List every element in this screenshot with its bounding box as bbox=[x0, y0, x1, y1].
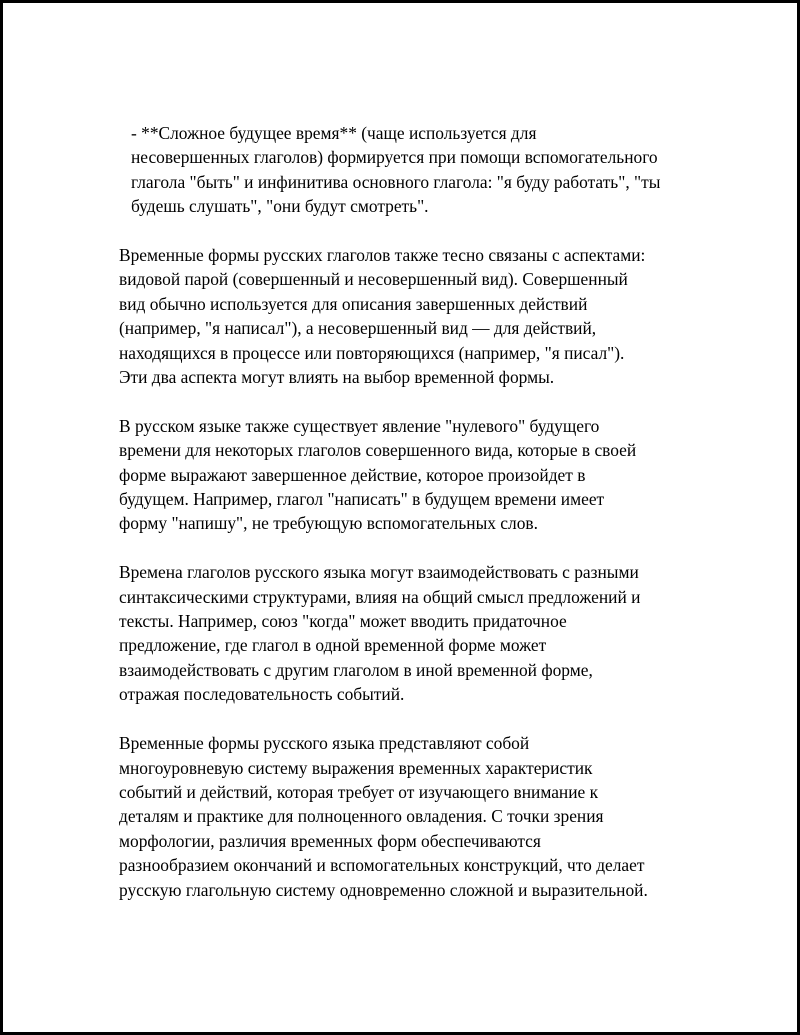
text-line: событий и действий, которая требует от изучающего внимание к bbox=[119, 781, 599, 802]
text-line: предложение, где глагол в одной временной форме может bbox=[119, 635, 547, 656]
text-line: морфологии, различия временных форм обеспечиваются bbox=[119, 830, 541, 851]
text-line: синтаксическими структурами, влияя на общий смысл предложений и bbox=[119, 586, 641, 607]
text-line: деталям и практике для полноценного овладения. С точки зрения bbox=[119, 806, 604, 827]
text-line: - **Сложное будущее время** (чаще используется для bbox=[131, 123, 537, 143]
text-line: Временные формы русских глаголов также тесно связаны с аспектами: bbox=[119, 245, 646, 266]
text-line: находящихся в процессе или повторяющихся (например, "я писал"). bbox=[119, 342, 625, 363]
text-line: В русском языке также существует явление "нулевого" будущего bbox=[119, 415, 600, 436]
text-line: будешь слушать", "они будут смотреть". bbox=[131, 196, 429, 217]
text-line: Времена глаголов русского языка могут взаимодействовать с разными bbox=[119, 562, 639, 583]
text-line: видовой парой (совершенный и несовершенный вид). Совершенный bbox=[119, 269, 628, 290]
text-line: форму "напишу", не требующую вспомогательных слов. bbox=[119, 513, 538, 534]
paragraph-syntax bbox=[119, 560, 689, 706]
paragraph-future-complex bbox=[119, 121, 689, 219]
text-line: русскую глагольную систему одновременно сложной и выразительной. bbox=[119, 879, 648, 900]
text-line: (например, "я написал"), а несовершенный вид — для действий, bbox=[119, 318, 597, 339]
text-line: вид обычно используется для описания завершенных действий bbox=[119, 293, 588, 314]
text-line: многоуровневую систему выражения временных характеристик bbox=[119, 757, 593, 778]
text-line: Эти два аспекта могут влиять на выбор временной формы. bbox=[119, 367, 555, 388]
text-line: глагола "быть" и инфинитива основного глагола: "я буду работать", "ты bbox=[131, 171, 661, 192]
text-line: времени для некоторых глаголов совершенного вида, которые в своей bbox=[119, 440, 637, 461]
text-line: будущем. Например, глагол "написать" в будущем времени имеет bbox=[119, 489, 605, 510]
text-line: Временные формы русского языка представляют собой bbox=[119, 733, 530, 754]
document-body bbox=[119, 121, 689, 926]
paragraph-zero-future bbox=[119, 414, 689, 536]
text-line: разнообразием окончаний и вспомогательных конструкций, что делает bbox=[119, 855, 645, 876]
text-line: тексты. Например, союз "когда" может вводить придаточное bbox=[119, 611, 567, 632]
text-line: взаимодействовать с другим глаголом в иной временной форме, bbox=[119, 659, 593, 680]
text-line: несовершенных глаголов) формируется при помощи вспомогательного bbox=[131, 147, 658, 168]
text-line: отражая последовательность событий. bbox=[119, 684, 405, 705]
paragraph-aspects bbox=[119, 243, 689, 389]
text-line: форме выражают завершенное действие, которое произойдет в bbox=[119, 464, 586, 485]
paragraph-conclusion bbox=[119, 731, 689, 902]
